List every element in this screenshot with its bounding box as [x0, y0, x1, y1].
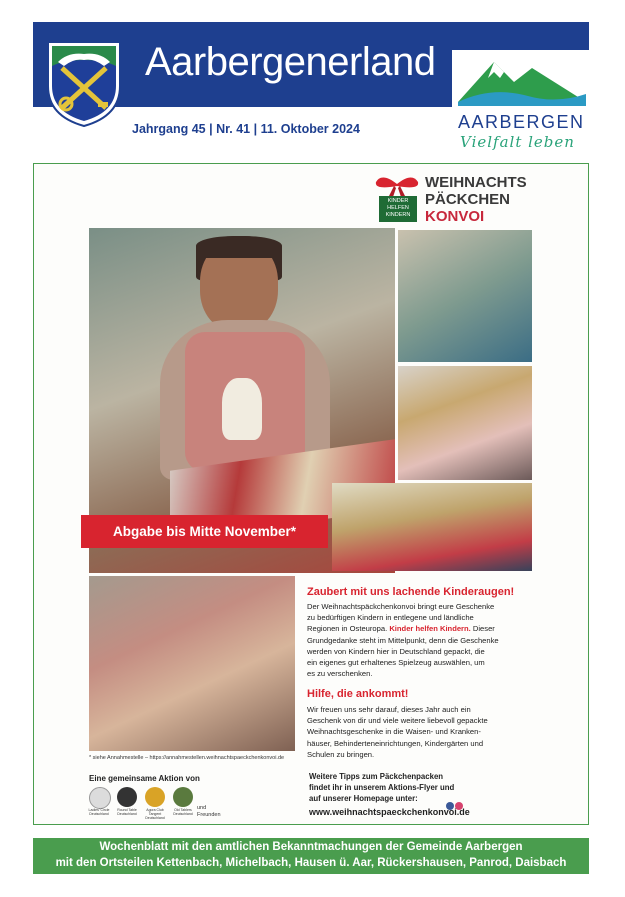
round-table-logo-icon	[117, 787, 137, 807]
text-line: Schulen zu bringen.	[307, 749, 375, 759]
highlight-text: Kinder helfen Kindern.	[389, 624, 471, 634]
footer-line-2: mit den Ortsteilen Kettenbach, Michelbach, Hausen ü. Aar, Rückershausen, Panrod, Daisbach	[55, 857, 567, 869]
newspaper-title: Aarbergenerland	[145, 40, 436, 84]
issue-info: Jahrgang 45 | Nr. 41 | 11. Oktober 2024	[132, 122, 360, 136]
and-friends-text	[197, 805, 221, 818]
text-line: Der Weihnachtspäckchenkonvoi bringt eure Geschenke	[307, 602, 495, 611]
agora-tangent-logo-icon	[145, 787, 165, 807]
logo-slogan: Vielfalt leben	[460, 133, 575, 151]
logo-name: AARBERGEN	[458, 112, 585, 132]
footnote: * siehe Annahmestelle – https://annahmestellen.weihnachtspaeckchenkonvoi.de	[89, 755, 285, 761]
photo-children-packing	[398, 230, 532, 362]
campaign-wordmark	[425, 174, 527, 225]
text-line: häuser, Behinderteneinrichtungen, Kindergärten und	[307, 738, 484, 748]
ladies-circle-logo-icon	[89, 787, 111, 809]
text-span: Dieser	[470, 624, 495, 634]
website-link[interactable]: www.weihnachtspaeckchenkonvoi.de	[309, 807, 470, 817]
article-heading-1: Zaubert mit uns lachende Kinderaugen!	[307, 586, 515, 598]
badge-line: HELFEN	[387, 205, 409, 211]
photo-children-sitting-with-gifts	[332, 483, 532, 571]
old-tablers-logo-icon	[173, 787, 193, 807]
partner-label: Ladies' Circle Deutschland	[88, 808, 110, 816]
wordmark-line-2: PÄCKCHEN	[425, 191, 511, 208]
text-line: werden von Kindern hier in Deutschland gepackt, die	[307, 646, 485, 656]
coat-of-arms-icon	[44, 38, 124, 128]
text-line: und	[197, 805, 207, 811]
footer-band	[33, 838, 589, 874]
article-paragraph-2	[307, 704, 537, 760]
photo-detail	[196, 236, 282, 258]
photo-children-with-boxes	[398, 366, 532, 480]
kinder-helfen-kindern-badge	[379, 196, 417, 222]
text-line: Freunden	[197, 811, 221, 818]
mountains-icon	[452, 50, 592, 110]
text-span: Regionen in Osteuropa.	[307, 624, 390, 634]
text-line: ein eigenes gut erhaltenes Spielzeug auswählen, um	[307, 658, 485, 668]
text-line: findet ihr in unserem Aktions-Flyer und	[309, 782, 455, 792]
footer-line-1: Wochenblatt mit den amtlichen Bekanntmachungen der Gemeinde Aarbergen	[99, 841, 523, 853]
deadline-banner: Abgabe bis Mitte November*	[81, 515, 328, 548]
text-line: Grundgedanke steht im Mittelpunkt, denn die Geschenke	[307, 635, 499, 645]
wordmark-line-1: WEIHNACHTS	[425, 174, 527, 191]
photo-children-opening-gifts	[89, 576, 295, 751]
text-line: auf unserer Homepage unter:	[309, 793, 418, 803]
text-line: Wir freuen uns sehr darauf, dieses Jahr auch ein	[307, 705, 471, 714]
photo-detail	[222, 378, 262, 440]
text-line: Weihnachtsgeschenke in die Waisen- und Kranken-	[307, 727, 481, 737]
badge-line: KINDER	[387, 198, 409, 204]
text-line: Geschenk von dir und viele weitere liebevoll gepackte	[307, 716, 488, 726]
text-line: Weitere Tipps zum Päckchenpacken	[309, 772, 444, 781]
article-heading-2: Hilfe, die ankommt!	[307, 688, 409, 700]
article-paragraph-1	[307, 601, 537, 679]
text-line: es zu verschenken.	[307, 669, 373, 679]
partner-label: Round Table Deutschland	[117, 808, 137, 816]
text-line: zu bedürftigen Kindern in entlegene und ländliche	[307, 613, 474, 623]
partner-label: Agora Club Tangent Deutschland	[145, 808, 165, 820]
joint-action-label: Eine gemeinsame Aktion von	[89, 774, 200, 783]
badge-line: KINDERN	[385, 212, 411, 218]
text-line	[307, 623, 537, 634]
wordmark-line-3: KONVOI	[425, 208, 485, 225]
partner-label: Old Tablers Deutschland	[173, 808, 193, 816]
tips-text	[309, 772, 509, 804]
